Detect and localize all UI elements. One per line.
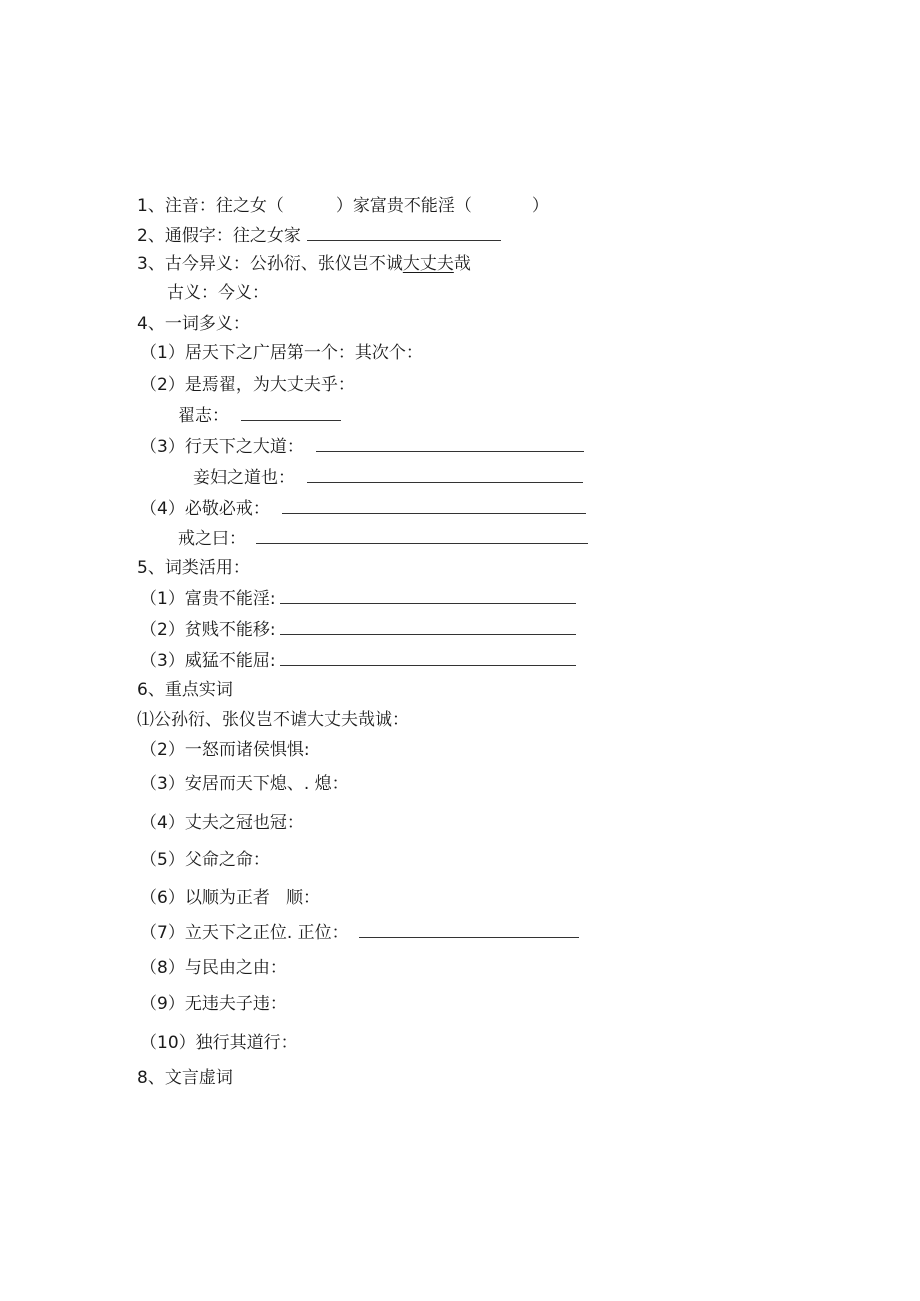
q1-end: ）	[531, 196, 549, 216]
q6-item-3	[140, 773, 349, 795]
q5-item-3	[140, 649, 576, 672]
q2-line	[137, 224, 501, 247]
q5-item-1-blank[interactable]	[280, 587, 576, 604]
q6-item-7	[140, 921, 579, 944]
q4-item-4-blank[interactable]	[282, 497, 586, 514]
q1-label: 1、注音：往之女（	[137, 196, 284, 216]
q4-item-text: （3）行天下之大道：	[140, 437, 304, 457]
q3-line	[137, 253, 471, 275]
q4-item-2-sub	[178, 404, 341, 427]
q5-item-1	[140, 587, 576, 610]
q4-item-text: （1）居天下之广居第一个：其次个：	[140, 343, 423, 363]
q8-label: 8、文言虚词	[137, 1068, 233, 1088]
q4-item-4	[140, 497, 586, 520]
q4-heading	[137, 313, 250, 335]
q6-item-7-blank[interactable]	[359, 921, 579, 938]
q6-heading	[137, 679, 233, 701]
q4-item-2-sub-blank[interactable]	[241, 404, 341, 421]
q6-item-8	[140, 957, 287, 979]
q6-item-text: （8）与民由之由：	[140, 958, 287, 978]
q2-answer-blank[interactable]	[307, 224, 501, 241]
q4-item-3-sub-blank[interactable]	[307, 466, 583, 483]
q5-item-text: （1）富贵不能淫:	[140, 589, 276, 609]
q4-item-4-sub	[178, 527, 588, 550]
q3-label: 3、古今异义：公孙衍、张仪岂不诚	[137, 254, 403, 274]
q4-item-3	[140, 435, 584, 458]
q6-item-2	[140, 739, 310, 761]
q3-sub-line	[167, 282, 269, 304]
q8-heading	[137, 1067, 233, 1089]
q6-item-text: （2）一怒而诸侯惧惧:	[140, 740, 310, 760]
q6-item-text: （5）父命之命：	[140, 850, 270, 870]
q5-item-text: （2）贫贱不能移:	[140, 620, 276, 640]
q6-item-4	[140, 812, 304, 834]
q3-sub: 古义：今义：	[167, 283, 269, 303]
q5-item-3-blank[interactable]	[280, 649, 576, 666]
q6-item-text: （9）无违夫子违：	[140, 994, 287, 1014]
q6-item-5	[140, 849, 270, 871]
q5-item-text: （3）威猛不能屈:	[140, 651, 276, 671]
q3-underlined-term: 大丈夫	[402, 254, 454, 274]
q4-item-text: 戒之曰：	[178, 529, 246, 549]
q6-item-text: （3）安居而天下熄、. 熄：	[140, 774, 349, 794]
q4-item-4-sub-blank[interactable]	[256, 527, 588, 544]
q6-item-10	[140, 1032, 298, 1054]
q6-item-text: （6）以顺为正者 顺：	[140, 888, 321, 908]
q4-item-3-blank[interactable]	[316, 435, 584, 452]
q4-label: 4、一词多义：	[137, 314, 250, 334]
q2-label: 2、通假字：往之女家	[137, 226, 301, 246]
q4-item-3-sub	[193, 466, 583, 489]
q1-line	[137, 195, 549, 217]
q6-label: 6、重点实词	[137, 680, 233, 700]
q4-item-2	[140, 374, 355, 396]
q6-item-text: ⑴公孙衍、张仪岂不谑大丈夫哉诚：	[137, 710, 409, 730]
q4-item-text: （2）是焉翟，为大丈夫乎：	[140, 375, 355, 395]
q3-end: 哉	[453, 254, 471, 274]
q4-item-1	[140, 342, 423, 364]
q6-item-text: （4）丈夫之冠也冠：	[140, 813, 304, 833]
q5-label: 5、词类活用：	[137, 558, 250, 578]
q6-item-text: （7）立天下之正位. 正位：	[140, 923, 349, 943]
q5-heading	[137, 557, 250, 579]
q6-item-6	[140, 887, 320, 909]
q5-item-2-blank[interactable]	[280, 618, 576, 635]
q4-item-text: 妾妇之道也：	[193, 468, 295, 488]
q6-item-text: （10）独行其道行：	[140, 1033, 298, 1053]
q5-item-2	[140, 618, 576, 641]
q4-item-text: （4）必敬必戒：	[140, 499, 270, 519]
q6-item-9	[140, 993, 287, 1015]
q6-item-1	[137, 709, 409, 731]
q4-item-text: 翟志：	[178, 406, 229, 426]
q1-mid: ）家富贵不能淫（	[335, 196, 472, 216]
